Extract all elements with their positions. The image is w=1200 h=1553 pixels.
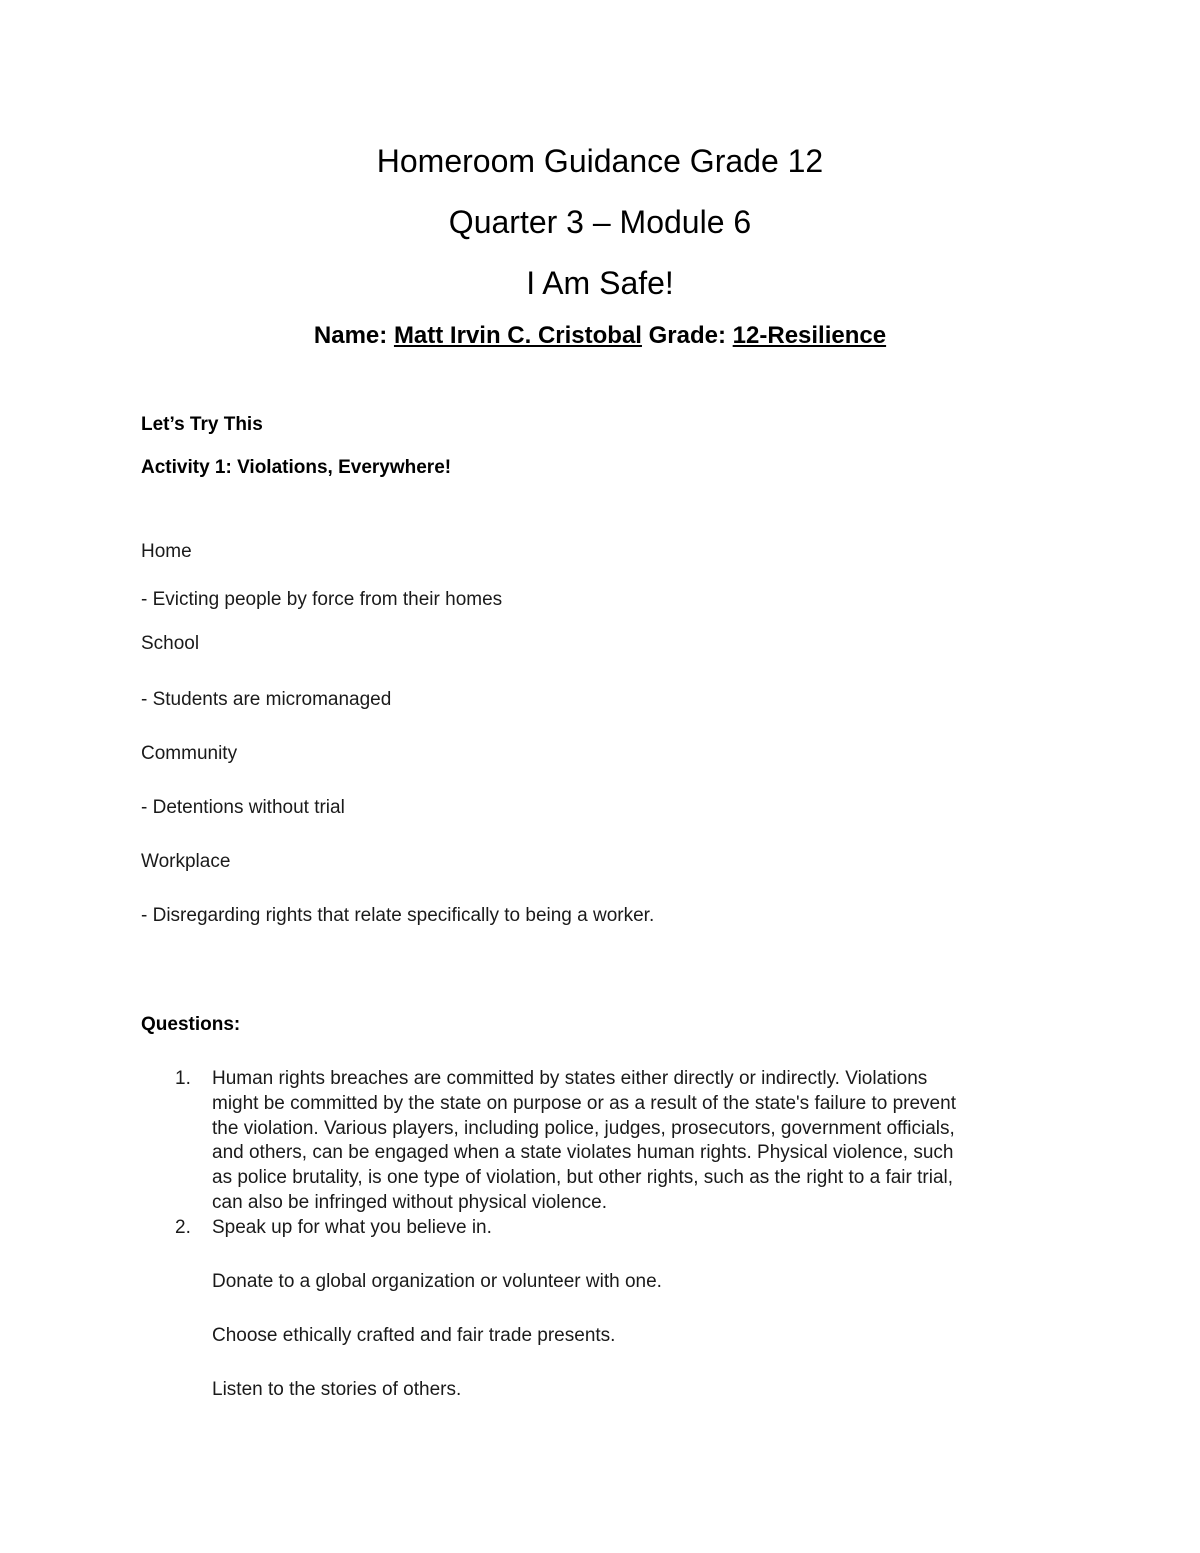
answer-line: and others, can be engaged when a state violates human rights. Physical violence, such bbox=[212, 1142, 954, 1164]
grade-label: Grade: bbox=[641, 322, 733, 349]
question-1-answer bbox=[212, 1067, 1072, 1216]
answer-line: might be committed by the state on purpose or as a result of the state's failure to prevent bbox=[212, 1092, 956, 1114]
document-title: Homeroom Guidance Grade 12 bbox=[376, 143, 824, 179]
category-community-item: - Detentions without trial bbox=[141, 797, 345, 818]
answer-line: can also be infringed without physical violence. bbox=[212, 1191, 608, 1213]
name-label: Name: bbox=[313, 322, 394, 349]
lesson-title: I Am Safe! bbox=[526, 265, 674, 301]
question-2-number: 2. bbox=[175, 1217, 191, 1238]
category-school-label: School bbox=[141, 633, 200, 654]
category-workplace-item: - Disregarding rights that relate specifically to being a worker. bbox=[141, 905, 655, 926]
quarter-module-title: Quarter 3 – Module 6 bbox=[448, 204, 752, 240]
question-2-answer-line-4: Listen to the stories of others. bbox=[212, 1379, 462, 1400]
category-school-item: - Students are micromanaged bbox=[141, 689, 392, 710]
category-community-label: Community bbox=[141, 743, 238, 764]
answer-line: as police brutality, is one type of violation, but other rights, such as the right to a fair trial, bbox=[212, 1167, 954, 1189]
name-grade-line bbox=[0, 321, 1200, 351]
question-2-answer-line-1: Speak up for what you believe in. bbox=[212, 1217, 492, 1238]
question-2-answer-line-2: Donate to a global organization or volunteer with one. bbox=[212, 1271, 662, 1292]
answer-line: the violation. Various players, including police, judges, prosecutors, government officials, bbox=[212, 1117, 955, 1139]
category-workplace-label: Workplace bbox=[141, 851, 231, 872]
answer-line: Human rights breaches are committed by states either directly or indirectly. Violations bbox=[212, 1068, 928, 1089]
section-heading: Let’s Try This bbox=[141, 414, 263, 435]
category-home-label: Home bbox=[141, 541, 192, 562]
question-2-answer-line-3: Choose ethically crafted and fair trade presents. bbox=[212, 1325, 616, 1346]
questions-heading: Questions: bbox=[141, 1014, 241, 1035]
student-grade: 12-Resilience bbox=[732, 322, 887, 349]
student-name: Matt Irvin C. Cristobal bbox=[393, 322, 642, 349]
question-1-number: 1. bbox=[175, 1068, 191, 1089]
activity-heading: Activity 1: Violations, Everywhere! bbox=[141, 457, 452, 478]
category-home-item: - Evicting people by force from their homes bbox=[141, 589, 503, 610]
